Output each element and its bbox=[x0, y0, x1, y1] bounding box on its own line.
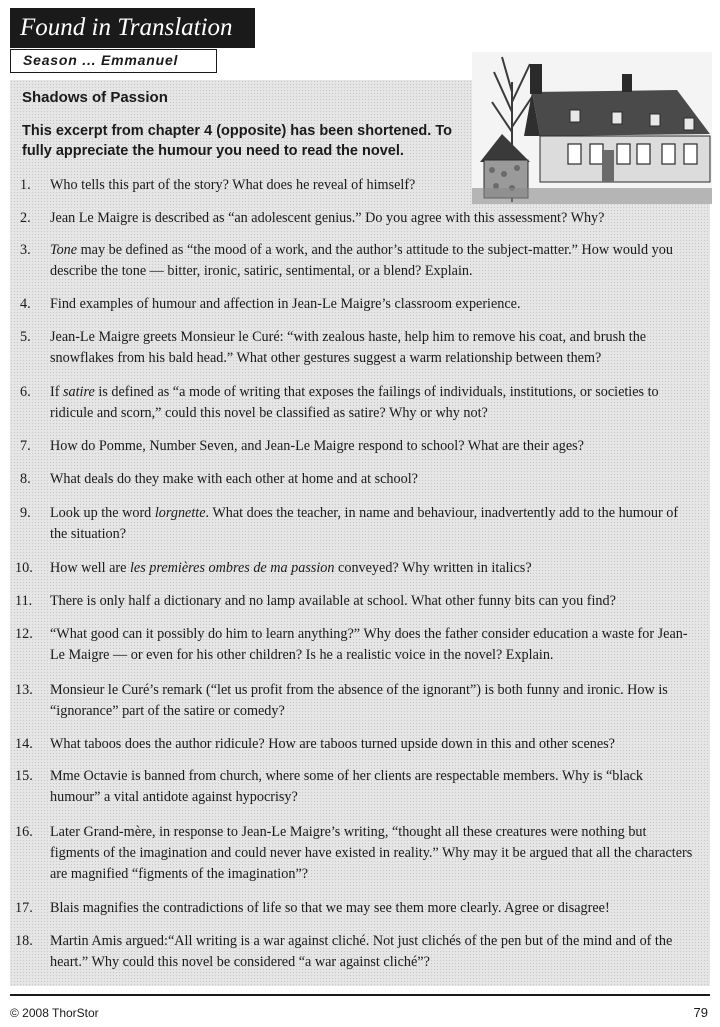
question-number: 14. bbox=[15, 736, 33, 752]
page-number: 79 bbox=[693, 1005, 708, 1020]
question-number: 15. bbox=[15, 768, 33, 784]
question-text bbox=[50, 240, 695, 282]
question-number: 7. bbox=[20, 438, 31, 454]
question-text: How do Pomme, Number Seven, and Jean-Le Maigre respond to school? What are their ages? bbox=[50, 438, 584, 454]
question-emphasis: les premières ombres de ma passion bbox=[129, 560, 335, 576]
question-number: 17. bbox=[15, 900, 33, 916]
footer-divider bbox=[10, 994, 710, 996]
copyright-notice: © 2008 ThorStor bbox=[10, 1006, 99, 1020]
book-title-label: Season ... Emmanuel bbox=[10, 49, 217, 73]
question-number: 12. bbox=[15, 626, 33, 642]
question-text: Monsieur le Curé’s remark (“let us profit from the absence of the ignorant”) is both funny and ironic. How is “ignorance” part of the satire or comedy? bbox=[50, 682, 668, 719]
question-prefix: If bbox=[50, 384, 63, 400]
question-number: 13. bbox=[15, 682, 33, 698]
section-heading: Shadows of Passion bbox=[22, 89, 168, 106]
question-text: “What good can it possibly do him to learn anything?” Why does the father consider education a waste for Jean-Le Maigre — or even for his other children? Is he a realistic voice in the novel? Explain. bbox=[50, 626, 688, 663]
question-number: 18. bbox=[15, 933, 33, 949]
question-number: 3. bbox=[20, 242, 31, 258]
question-text: What taboos does the author ridicule? How are taboos turned upside down in this and other scenes? bbox=[50, 736, 615, 752]
question-text: Jean-Le Maigre greets Monsieur le Curé: “with zealous haste, help him to remove his coat, and brush the snowflakes from his bald head.” What other gestures suggest a warm relationship between them? bbox=[50, 329, 647, 366]
question-number: 4. bbox=[20, 296, 31, 312]
question-number: 10. bbox=[15, 560, 33, 576]
question-text: Jean Le Maigre is described as “an adolescent genius.” Do you agree with this assessment? Why? bbox=[50, 210, 605, 226]
question-emphasis: satire bbox=[63, 384, 95, 400]
excerpt-note: This excerpt from chapter 4 (opposite) has been shortened. To fully appreciate the humour you need to read the novel. bbox=[22, 123, 452, 159]
question-text bbox=[50, 382, 695, 424]
question-text: There is only half a dictionary and no lamp available at school. What other funny bits can you find? bbox=[50, 593, 616, 609]
question-prefix: How well are bbox=[50, 560, 130, 576]
question-text bbox=[50, 503, 695, 545]
question-text: Martin Amis argued:“All writing is a war against cliché. Not just clichés of the pen but of the mind and of the heart.” Why could this novel be considered “a war against cliché”? bbox=[50, 933, 673, 970]
question-emphasis: Tone bbox=[50, 242, 78, 258]
question-number: 11. bbox=[15, 593, 33, 609]
question-text bbox=[50, 558, 695, 579]
question-text: What deals do they make with each other at home and at school? bbox=[50, 471, 418, 487]
question-body: is defined as “a mode of writing that exposes the failings of individuals, institutions, or societies to ridicule and scorn,” could this novel be classified as satire? Why or why not? bbox=[50, 384, 659, 421]
question-text: Who tells this part of the story? What does he reveal of himself? bbox=[50, 177, 416, 193]
question-text: Mme Octavie is banned from church, where some of her clients are respectable members. Why is “black humour” a vital antidote against hypocrisy? bbox=[50, 768, 644, 805]
question-number: 2. bbox=[20, 210, 31, 226]
question-text: Later Grand-mère, in response to Jean-Le Maigre’s writing, “thought all these creatures were nothing but figments of the imagination and could never have existed in reality.” Why may it be argued that all the characters are magnified “figments of the imagination”? bbox=[50, 824, 693, 882]
question-number: 5. bbox=[20, 329, 31, 345]
question-text: Blais magnifies the contradictions of life so that we may see them more clearly. Agree or disagree! bbox=[50, 900, 610, 916]
question-body: may be defined as “the mood of a work, and the author’s attitude to the subject-matter.” How would you describe the tone — bitter, ironic, satiric, sentimental, or a blend? Explain. bbox=[50, 242, 673, 279]
question-number: 6. bbox=[20, 384, 31, 400]
question-text: Find examples of humour and affection in Jean-Le Maigre’s classroom experience. bbox=[50, 296, 521, 312]
question-number: 1. bbox=[20, 177, 31, 193]
question-number: 9. bbox=[20, 505, 31, 521]
question-body: . What does the teacher, in name and behaviour, inadvertently add to the humour of the situation? bbox=[50, 505, 679, 542]
question-body: conveyed? Why written in italics? bbox=[334, 560, 532, 576]
question-number: 16. bbox=[15, 824, 33, 840]
series-title-banner: Found in Translation bbox=[10, 8, 255, 48]
question-emphasis: lorgnette bbox=[154, 505, 206, 521]
question-prefix: Look up the word bbox=[50, 505, 155, 521]
question-number: 8. bbox=[20, 471, 31, 487]
